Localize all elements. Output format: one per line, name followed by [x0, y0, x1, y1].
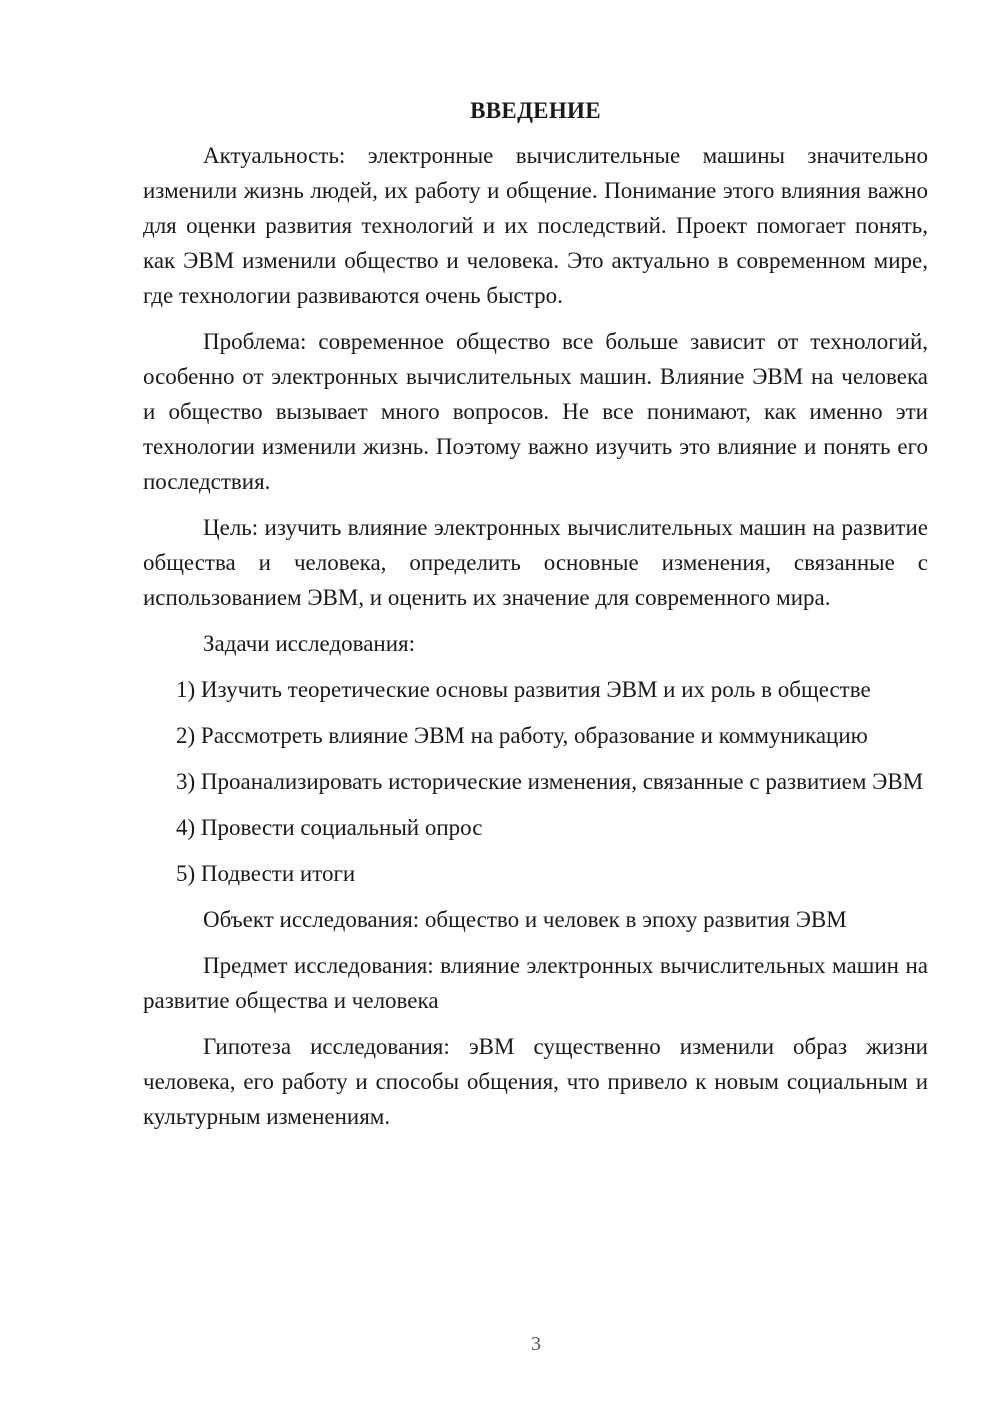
goal-paragraph: Цель: изучить влияние электронных вычислительных машин на развитие общества и человека, определить основные изменения, связанные с использованием ЭВМ, и оценить их значение для современного мира.: [143, 515, 928, 610]
task-item: 4) Провести социальный опрос: [176, 815, 483, 840]
problem-paragraph: Проблема: современное общество все больше зависит от технологий, особенно от электронных вычислительных машин. Влияние ЭВМ на человека и общество вызывает много вопросов. Не все понимают, как именно эти технологии изменили жизнь. Поэтому важно изучить это влияние и понять его последствия.: [143, 329, 928, 494]
document-page: [143, 96, 928, 1145]
task-item: 5) Подвести итоги: [176, 861, 356, 886]
research-subject: Предмет исследования: влияние электронных вычислительных машин на развитие общества и человека: [143, 953, 928, 1013]
task-item: 2) Рассмотреть влияние ЭВМ на работу, образование и коммуникацию: [176, 723, 868, 748]
relevance-paragraph: Актуальность: электронные вычислительные машины значительно изменили жизнь людей, их работу и общение. Понимание этого влияния важно для оценки развития технологий и их последствий. Проект помогает понять, как ЭВМ изменили общество и человека. Это актуально в современном мире, где технологии развиваются очень быстро.: [143, 143, 928, 308]
task-item: 1) Изучить теоретические основы развития ЭВМ и их роль в обществе: [176, 677, 871, 702]
research-hypothesis: Гипотеза исследования: эВМ существенно изменили образ жизни человека, его работу и способы общения, что привело к новым социальным и культурным изменениям.: [143, 1034, 928, 1129]
research-object: Объект исследования: общество и человек в эпоху развития ЭВМ: [203, 907, 847, 932]
tasks-heading: Задачи исследования:: [203, 631, 416, 656]
section-title: ВВЕДЕНИЕ: [470, 98, 601, 123]
task-item: 3) Проанализировать исторические изменения, связанные с развитием ЭВМ: [176, 769, 924, 794]
page-number: 3: [531, 1333, 541, 1355]
